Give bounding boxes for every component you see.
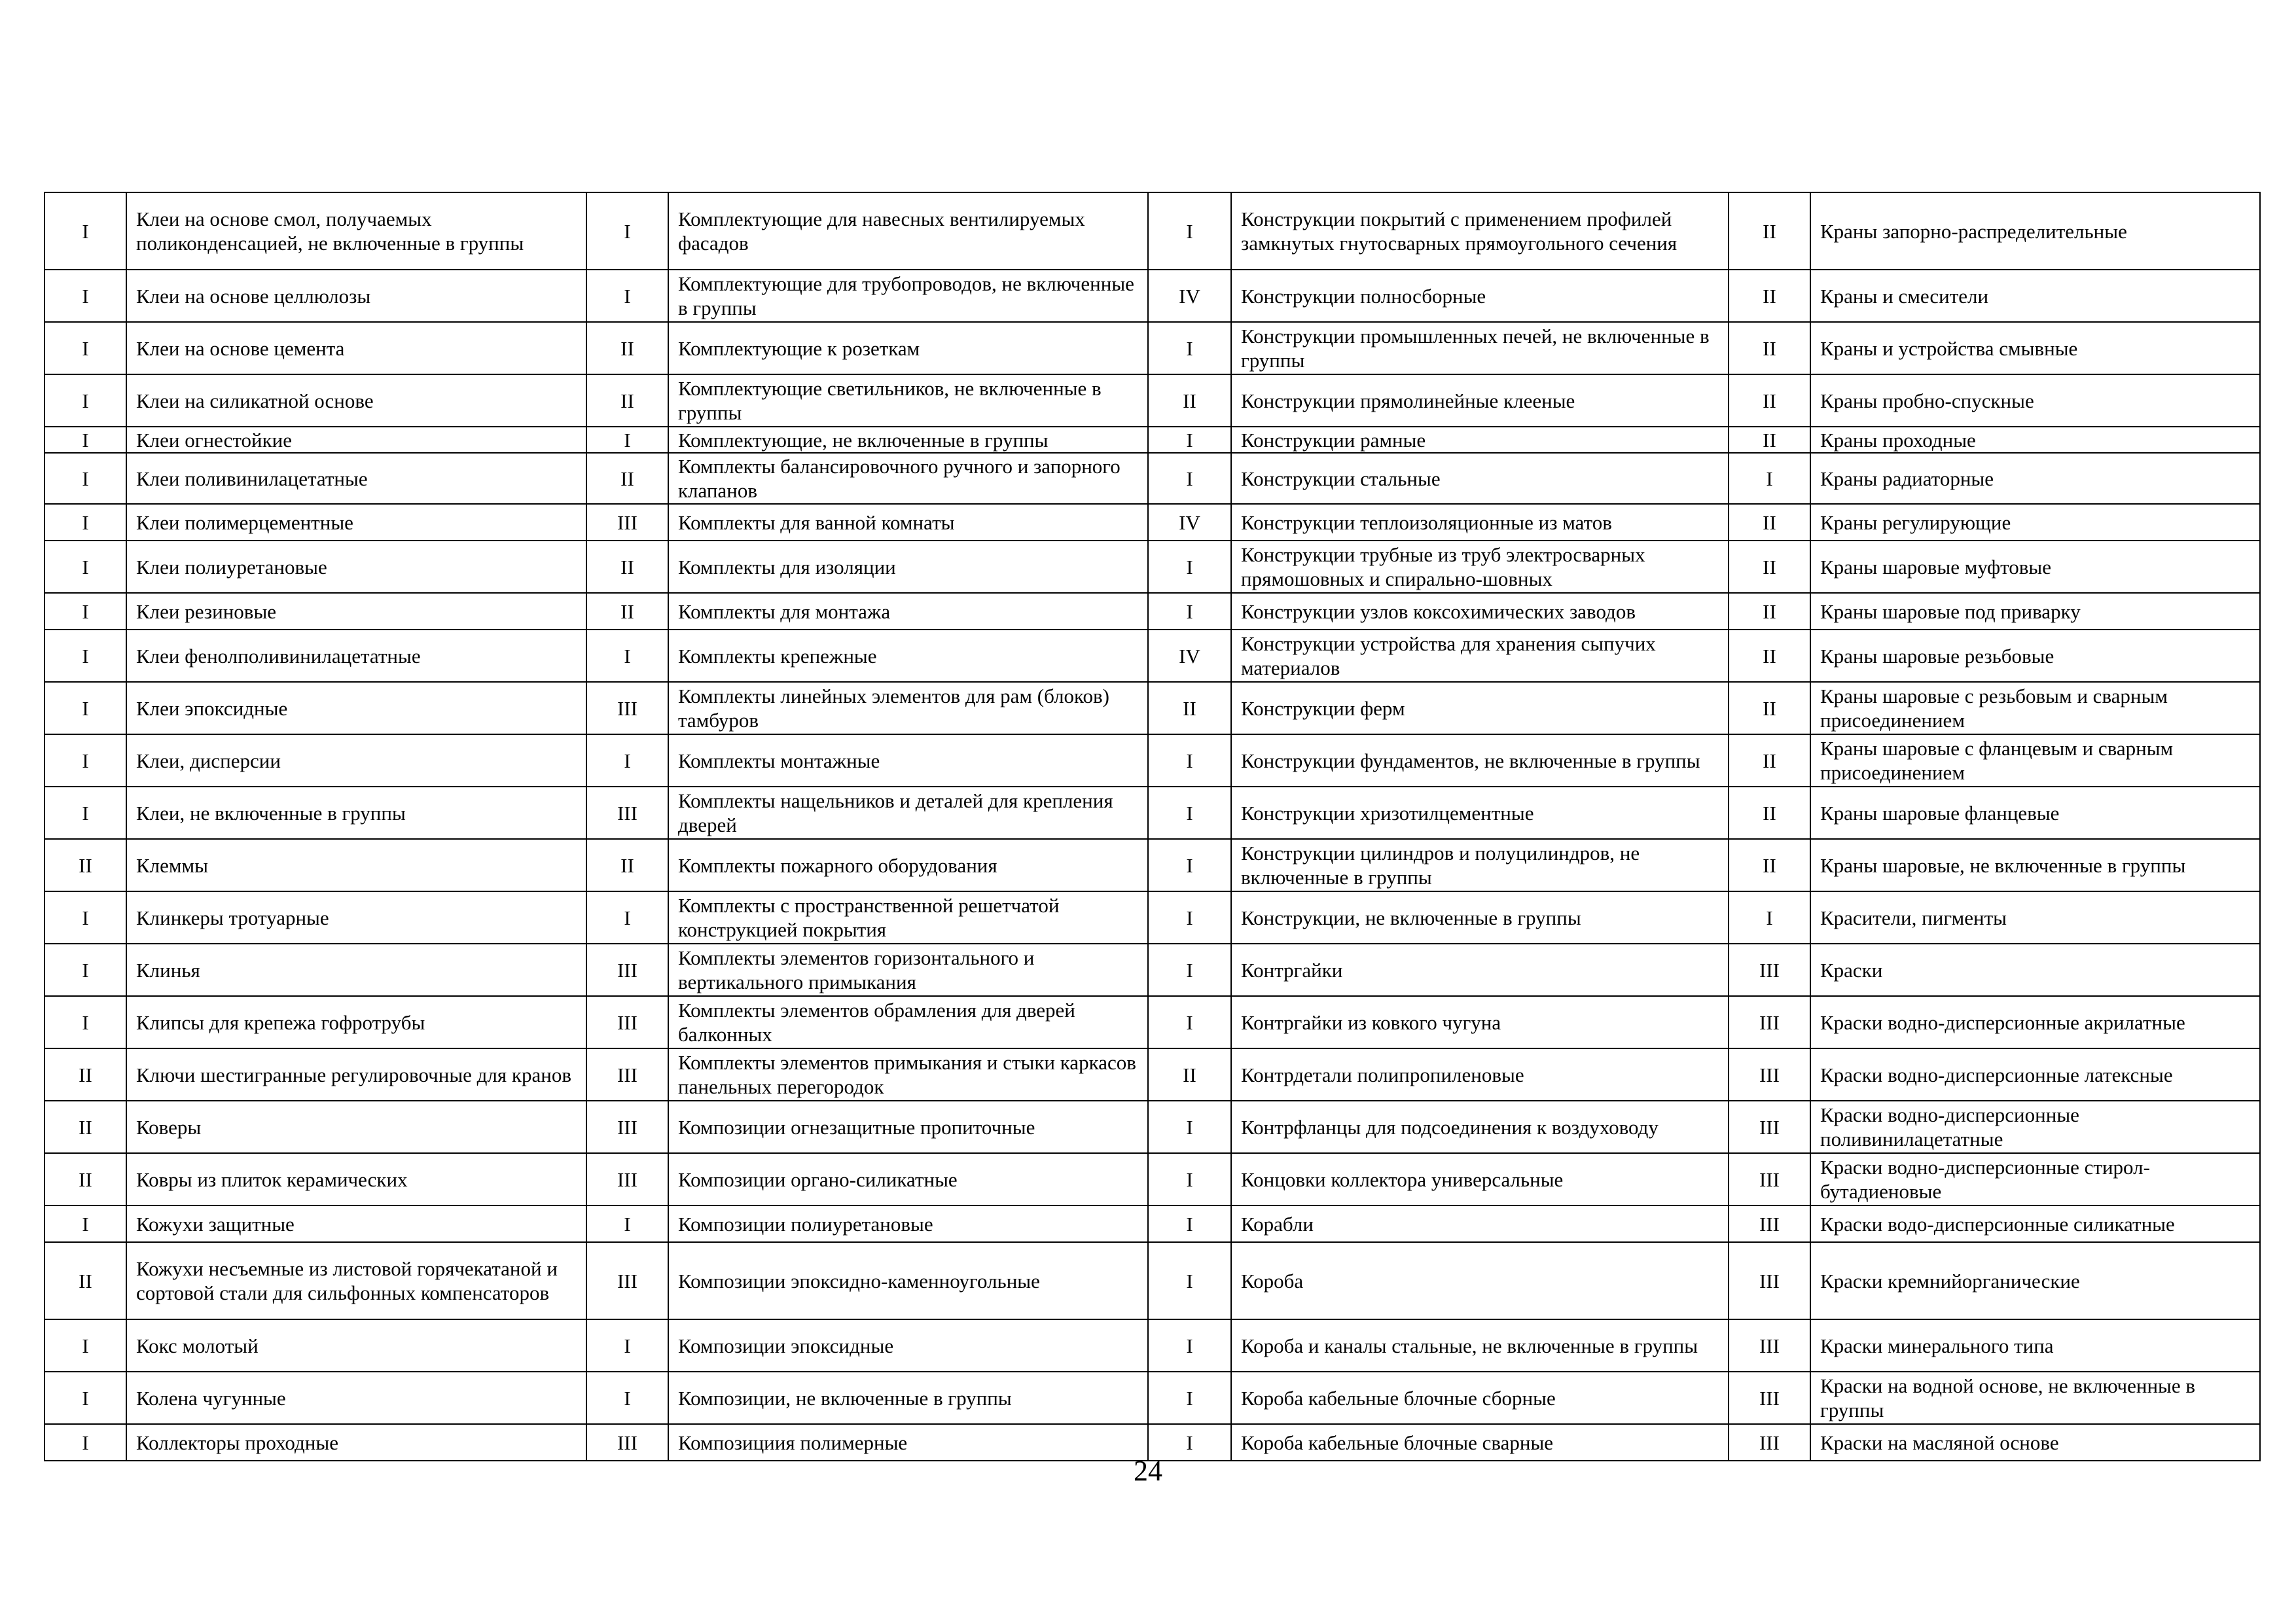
- table-row: [45, 322, 2260, 374]
- item-name-cell: Ключи шестигранные регулировочные для кранов: [126, 1048, 586, 1101]
- group-cell: I: [45, 541, 126, 593]
- group-cell: I: [1148, 593, 1231, 630]
- item-name-cell: Краны радиаторные: [1810, 453, 2260, 504]
- item-name-cell: Клеммы: [126, 839, 586, 891]
- table-row: [45, 682, 2260, 734]
- group-cell: I: [45, 322, 126, 374]
- group-cell: III: [586, 787, 668, 839]
- group-cell: I: [1148, 1424, 1231, 1461]
- item-name-cell: Краны шаровые, не включенные в группы: [1810, 839, 2260, 891]
- group-cell: III: [586, 1153, 668, 1205]
- item-name-cell: Кокс молотый: [126, 1319, 586, 1372]
- group-cell: I: [45, 427, 126, 453]
- item-name-cell: Клеи на основе смол, получаемых поликонденсацией, не включенные в группы: [126, 192, 586, 270]
- item-name-cell: Композиции, не включенные в группы: [668, 1372, 1148, 1424]
- group-cell: III: [586, 1424, 668, 1461]
- group-cell: II: [1729, 322, 1810, 374]
- item-name-cell: Коллекторы проходные: [126, 1424, 586, 1461]
- group-cell: I: [45, 270, 126, 322]
- group-cell: II: [1729, 839, 1810, 891]
- item-name-cell: Колена чугунные: [126, 1372, 586, 1424]
- item-name-cell: Конструкции покрытий с применением профилей замкнутых гнутосварных прямоугольного сечения: [1231, 192, 1729, 270]
- item-name-cell: Комплектующие для навесных вентилируемых фасадов: [668, 192, 1148, 270]
- group-cell: I: [1148, 1205, 1231, 1242]
- item-name-cell: Клеи, не включенные в группы: [126, 787, 586, 839]
- group-cell: I: [1148, 891, 1231, 944]
- group-cell: I: [45, 682, 126, 734]
- group-cell: IV: [1148, 504, 1231, 541]
- item-name-cell: Красители, пигменты: [1810, 891, 2260, 944]
- table-row: [45, 1372, 2260, 1424]
- group-cell: I: [45, 504, 126, 541]
- item-name-cell: Комплектующие, не включенные в группы: [668, 427, 1148, 453]
- group-cell: I: [1729, 891, 1810, 944]
- item-name-cell: Конструкции прямолинейные клееные: [1231, 374, 1729, 427]
- group-cell: I: [1729, 453, 1810, 504]
- group-cell: III: [586, 1101, 668, 1153]
- group-cell: I: [1148, 734, 1231, 787]
- item-name-cell: Клеи полиуретановые: [126, 541, 586, 593]
- group-cell: III: [1729, 1101, 1810, 1153]
- table-row: [45, 374, 2260, 427]
- group-cell: II: [1729, 630, 1810, 682]
- item-name-cell: Комплекты для изоляции: [668, 541, 1148, 593]
- table-row: [45, 453, 2260, 504]
- item-name-cell: Клеи на основе целлюлозы: [126, 270, 586, 322]
- item-name-cell: Краски водно-дисперсионные стирол-бутадиеновые: [1810, 1153, 2260, 1205]
- item-name-cell: Краски водно-дисперсионные поливинилацетатные: [1810, 1101, 2260, 1153]
- group-cell: I: [45, 374, 126, 427]
- item-name-cell: Короба кабельные блочные сварные: [1231, 1424, 1729, 1461]
- table-row: [45, 270, 2260, 322]
- table-row: [45, 1153, 2260, 1205]
- group-cell: I: [45, 453, 126, 504]
- item-name-cell: Комплекты линейных элементов для рам (блоков) тамбуров: [668, 682, 1148, 734]
- group-cell: II: [1729, 734, 1810, 787]
- group-cell: II: [1729, 541, 1810, 593]
- group-cell: I: [1148, 1101, 1231, 1153]
- group-cell: II: [45, 1101, 126, 1153]
- item-name-cell: Комплекты элементов обрамления для дверей балконных: [668, 996, 1148, 1048]
- item-name-cell: Конструкции цилиндров и полуцилиндров, не включенные в группы: [1231, 839, 1729, 891]
- item-name-cell: Кожухи защитные: [126, 1205, 586, 1242]
- group-cell: I: [586, 270, 668, 322]
- group-cell: II: [1729, 192, 1810, 270]
- item-name-cell: Комплектующие для трубопроводов, не включенные в группы: [668, 270, 1148, 322]
- group-cell: III: [1729, 944, 1810, 996]
- item-name-cell: Краны и смесители: [1810, 270, 2260, 322]
- item-name-cell: Конструкции промышленных печей, не включенные в группы: [1231, 322, 1729, 374]
- item-name-cell: Конструкции узлов коксохимических заводов: [1231, 593, 1729, 630]
- item-name-cell: Композиции органо-силикатные: [668, 1153, 1148, 1205]
- item-name-cell: Комплекты нащельников и деталей для крепления дверей: [668, 787, 1148, 839]
- group-cell: I: [1148, 839, 1231, 891]
- item-name-cell: Краны проходные: [1810, 427, 2260, 453]
- item-name-cell: Композиции огнезащитные пропиточные: [668, 1101, 1148, 1153]
- table-row: [45, 427, 2260, 453]
- group-cell: I: [45, 1205, 126, 1242]
- group-cell: II: [1729, 682, 1810, 734]
- group-cell: II: [1148, 682, 1231, 734]
- item-name-cell: Клеи поливинилацетатные: [126, 453, 586, 504]
- table-row: [45, 192, 2260, 270]
- group-cell: II: [1729, 374, 1810, 427]
- item-name-cell: Ковры из плиток керамических: [126, 1153, 586, 1205]
- item-name-cell: Концовки коллектора универсальные: [1231, 1153, 1729, 1205]
- group-cell: I: [45, 944, 126, 996]
- group-cell: II: [1729, 270, 1810, 322]
- group-cell: I: [45, 1424, 126, 1461]
- item-name-cell: Комплекты пожарного оборудования: [668, 839, 1148, 891]
- item-name-cell: Краны шаровые резьбовые: [1810, 630, 2260, 682]
- item-name-cell: Краны шаровые муфтовые: [1810, 541, 2260, 593]
- group-cell: II: [45, 1048, 126, 1101]
- group-cell: III: [1729, 1319, 1810, 1372]
- group-cell: III: [586, 1242, 668, 1319]
- group-cell: III: [1729, 1242, 1810, 1319]
- table-body: [45, 192, 2260, 1461]
- group-cell: III: [586, 1048, 668, 1101]
- group-cell: I: [1148, 1153, 1231, 1205]
- group-cell: II: [586, 374, 668, 427]
- group-cell: I: [586, 1319, 668, 1372]
- item-name-cell: Комплекты крепежные: [668, 630, 1148, 682]
- item-name-cell: Комплекты элементов горизонтального и вертикального примыкания: [668, 944, 1148, 996]
- item-name-cell: Кожухи несъемные из листовой горячекатаной и сортовой стали для сильфонных компенсаторов: [126, 1242, 586, 1319]
- table-row: [45, 734, 2260, 787]
- group-cell: I: [1148, 427, 1231, 453]
- group-cell: III: [1729, 1372, 1810, 1424]
- item-name-cell: Краски водно-дисперсионные акрилатные: [1810, 996, 2260, 1048]
- item-name-cell: Композиции эпоксидные: [668, 1319, 1148, 1372]
- group-cell: I: [1148, 1319, 1231, 1372]
- item-name-cell: Коверы: [126, 1101, 586, 1153]
- group-cell: I: [586, 1372, 668, 1424]
- table-row: [45, 593, 2260, 630]
- item-name-cell: Краны и устройства смывные: [1810, 322, 2260, 374]
- group-cell: IV: [1148, 270, 1231, 322]
- item-name-cell: Конструкции устройства для хранения сыпучих материалов: [1231, 630, 1729, 682]
- item-name-cell: Клеи на основе цемента: [126, 322, 586, 374]
- item-name-cell: Краски водно-дисперсионные латексные: [1810, 1048, 2260, 1101]
- group-cell: I: [1148, 322, 1231, 374]
- group-cell: II: [586, 453, 668, 504]
- table-row: [45, 1205, 2260, 1242]
- classification-table: [44, 192, 2261, 1461]
- item-name-cell: Контргайки из ковкого чугуна: [1231, 996, 1729, 1048]
- item-name-cell: Короба кабельные блочные сборные: [1231, 1372, 1729, 1424]
- group-cell: I: [586, 1205, 668, 1242]
- group-cell: I: [1148, 787, 1231, 839]
- group-cell: I: [586, 192, 668, 270]
- group-cell: I: [586, 734, 668, 787]
- group-cell: II: [1729, 787, 1810, 839]
- group-cell: I: [1148, 1372, 1231, 1424]
- item-name-cell: Клинкеры тротуарные: [126, 891, 586, 944]
- group-cell: I: [586, 427, 668, 453]
- item-name-cell: Клеи на силикатной основе: [126, 374, 586, 427]
- item-name-cell: Комплекты для ванной комнаты: [668, 504, 1148, 541]
- item-name-cell: Краны шаровые фланцевые: [1810, 787, 2260, 839]
- group-cell: III: [1729, 1153, 1810, 1205]
- group-cell: I: [45, 192, 126, 270]
- item-name-cell: Комплектующие к розеткам: [668, 322, 1148, 374]
- item-name-cell: Краны шаровые с фланцевым и сварным присоединением: [1810, 734, 2260, 787]
- group-cell: I: [1148, 453, 1231, 504]
- item-name-cell: Контргайки: [1231, 944, 1729, 996]
- group-cell: I: [45, 1372, 126, 1424]
- item-name-cell: Конструкции, не включенные в группы: [1231, 891, 1729, 944]
- item-name-cell: Конструкции полносборные: [1231, 270, 1729, 322]
- item-name-cell: Композиции полиуретановые: [668, 1205, 1148, 1242]
- group-cell: I: [1148, 541, 1231, 593]
- item-name-cell: Конструкции хризотилцементные: [1231, 787, 1729, 839]
- group-cell: III: [1729, 1048, 1810, 1101]
- group-cell: I: [1148, 944, 1231, 996]
- table-row: [45, 1048, 2260, 1101]
- item-name-cell: Комплекты для монтажа: [668, 593, 1148, 630]
- item-name-cell: Комплекты элементов примыкания и стыки каркасов панельных перегородок: [668, 1048, 1148, 1101]
- item-name-cell: Комплекты монтажные: [668, 734, 1148, 787]
- item-name-cell: Краски кремнийорганические: [1810, 1242, 2260, 1319]
- item-name-cell: Краски на водной основе, не включенные в группы: [1810, 1372, 2260, 1424]
- item-name-cell: Конструкции ферм: [1231, 682, 1729, 734]
- group-cell: I: [45, 1319, 126, 1372]
- group-cell: I: [586, 630, 668, 682]
- table-row: [45, 891, 2260, 944]
- group-cell: III: [586, 996, 668, 1048]
- group-cell: II: [45, 1242, 126, 1319]
- table-row: [45, 787, 2260, 839]
- group-cell: II: [1729, 427, 1810, 453]
- item-name-cell: Короба: [1231, 1242, 1729, 1319]
- group-cell: I: [45, 630, 126, 682]
- item-name-cell: Клеи фенолполивинилацетатные: [126, 630, 586, 682]
- item-name-cell: Клеи полимерцементные: [126, 504, 586, 541]
- table-row: [45, 541, 2260, 593]
- item-name-cell: Короба и каналы стальные, не включенные в группы: [1231, 1319, 1729, 1372]
- group-cell: III: [1729, 1205, 1810, 1242]
- item-name-cell: Краски на масляной основе: [1810, 1424, 2260, 1461]
- table-row: [45, 1242, 2260, 1319]
- item-name-cell: Композициия полимерные: [668, 1424, 1148, 1461]
- table-row: [45, 839, 2260, 891]
- item-name-cell: Клеи эпоксидные: [126, 682, 586, 734]
- group-cell: III: [586, 944, 668, 996]
- table-row: [45, 1101, 2260, 1153]
- page-number: 24: [1134, 1455, 1162, 1487]
- item-name-cell: Клеи огнестойкие: [126, 427, 586, 453]
- group-cell: I: [1148, 192, 1231, 270]
- group-cell: II: [1729, 593, 1810, 630]
- group-cell: I: [45, 996, 126, 1048]
- item-name-cell: Краны регулирующие: [1810, 504, 2260, 541]
- group-cell: II: [45, 1153, 126, 1205]
- group-cell: III: [1729, 1424, 1810, 1461]
- item-name-cell: Краны пробно-спускные: [1810, 374, 2260, 427]
- table-row: [45, 1319, 2260, 1372]
- item-name-cell: Клипсы для крепежа гофротрубы: [126, 996, 586, 1048]
- item-name-cell: Конструкции трубные из труб электросварных прямошовных и спирально-шовных: [1231, 541, 1729, 593]
- item-name-cell: Композиции эпоксидно-каменноугольные: [668, 1242, 1148, 1319]
- item-name-cell: Клеи, дисперсии: [126, 734, 586, 787]
- group-cell: II: [1148, 374, 1231, 427]
- group-cell: II: [586, 593, 668, 630]
- group-cell: I: [1148, 996, 1231, 1048]
- group-cell: II: [586, 541, 668, 593]
- group-cell: I: [1148, 1242, 1231, 1319]
- item-name-cell: Клинья: [126, 944, 586, 996]
- group-cell: III: [586, 504, 668, 541]
- item-name-cell: Клеи резиновые: [126, 593, 586, 630]
- group-cell: I: [45, 787, 126, 839]
- item-name-cell: Краны запорно-распределительные: [1810, 192, 2260, 270]
- group-cell: I: [586, 891, 668, 944]
- item-name-cell: Краски: [1810, 944, 2260, 996]
- item-name-cell: Конструкции теплоизоляционные из матов: [1231, 504, 1729, 541]
- table-row: [45, 504, 2260, 541]
- item-name-cell: Комплекты с пространственной решетчатой конструкцией покрытия: [668, 891, 1148, 944]
- group-cell: III: [1729, 996, 1810, 1048]
- table-row: [45, 944, 2260, 996]
- group-cell: III: [586, 682, 668, 734]
- item-name-cell: Краски минерального типа: [1810, 1319, 2260, 1372]
- item-name-cell: Краны шаровые под приварку: [1810, 593, 2260, 630]
- item-name-cell: Конструкции рамные: [1231, 427, 1729, 453]
- group-cell: II: [1148, 1048, 1231, 1101]
- item-name-cell: Корабли: [1231, 1205, 1729, 1242]
- item-name-cell: Контрфланцы для подсоединения к воздуховоду: [1231, 1101, 1729, 1153]
- table-row: [45, 630, 2260, 682]
- item-name-cell: Контрдетали полипропиленовые: [1231, 1048, 1729, 1101]
- item-name-cell: Краны шаровые с резьбовым и сварным присоединением: [1810, 682, 2260, 734]
- item-name-cell: Конструкции фундаментов, не включенные в группы: [1231, 734, 1729, 787]
- group-cell: II: [45, 839, 126, 891]
- group-cell: I: [45, 891, 126, 944]
- table-row: [45, 996, 2260, 1048]
- item-name-cell: Комплектующие светильников, не включенные в группы: [668, 374, 1148, 427]
- group-cell: II: [586, 839, 668, 891]
- item-name-cell: Краски водо-дисперсионные силикатные: [1810, 1205, 2260, 1242]
- group-cell: I: [45, 593, 126, 630]
- item-name-cell: Комплекты балансировочного ручного и запорного клапанов: [668, 453, 1148, 504]
- group-cell: II: [1729, 504, 1810, 541]
- group-cell: I: [45, 734, 126, 787]
- group-cell: IV: [1148, 630, 1231, 682]
- group-cell: II: [586, 322, 668, 374]
- item-name-cell: Конструкции стальные: [1231, 453, 1729, 504]
